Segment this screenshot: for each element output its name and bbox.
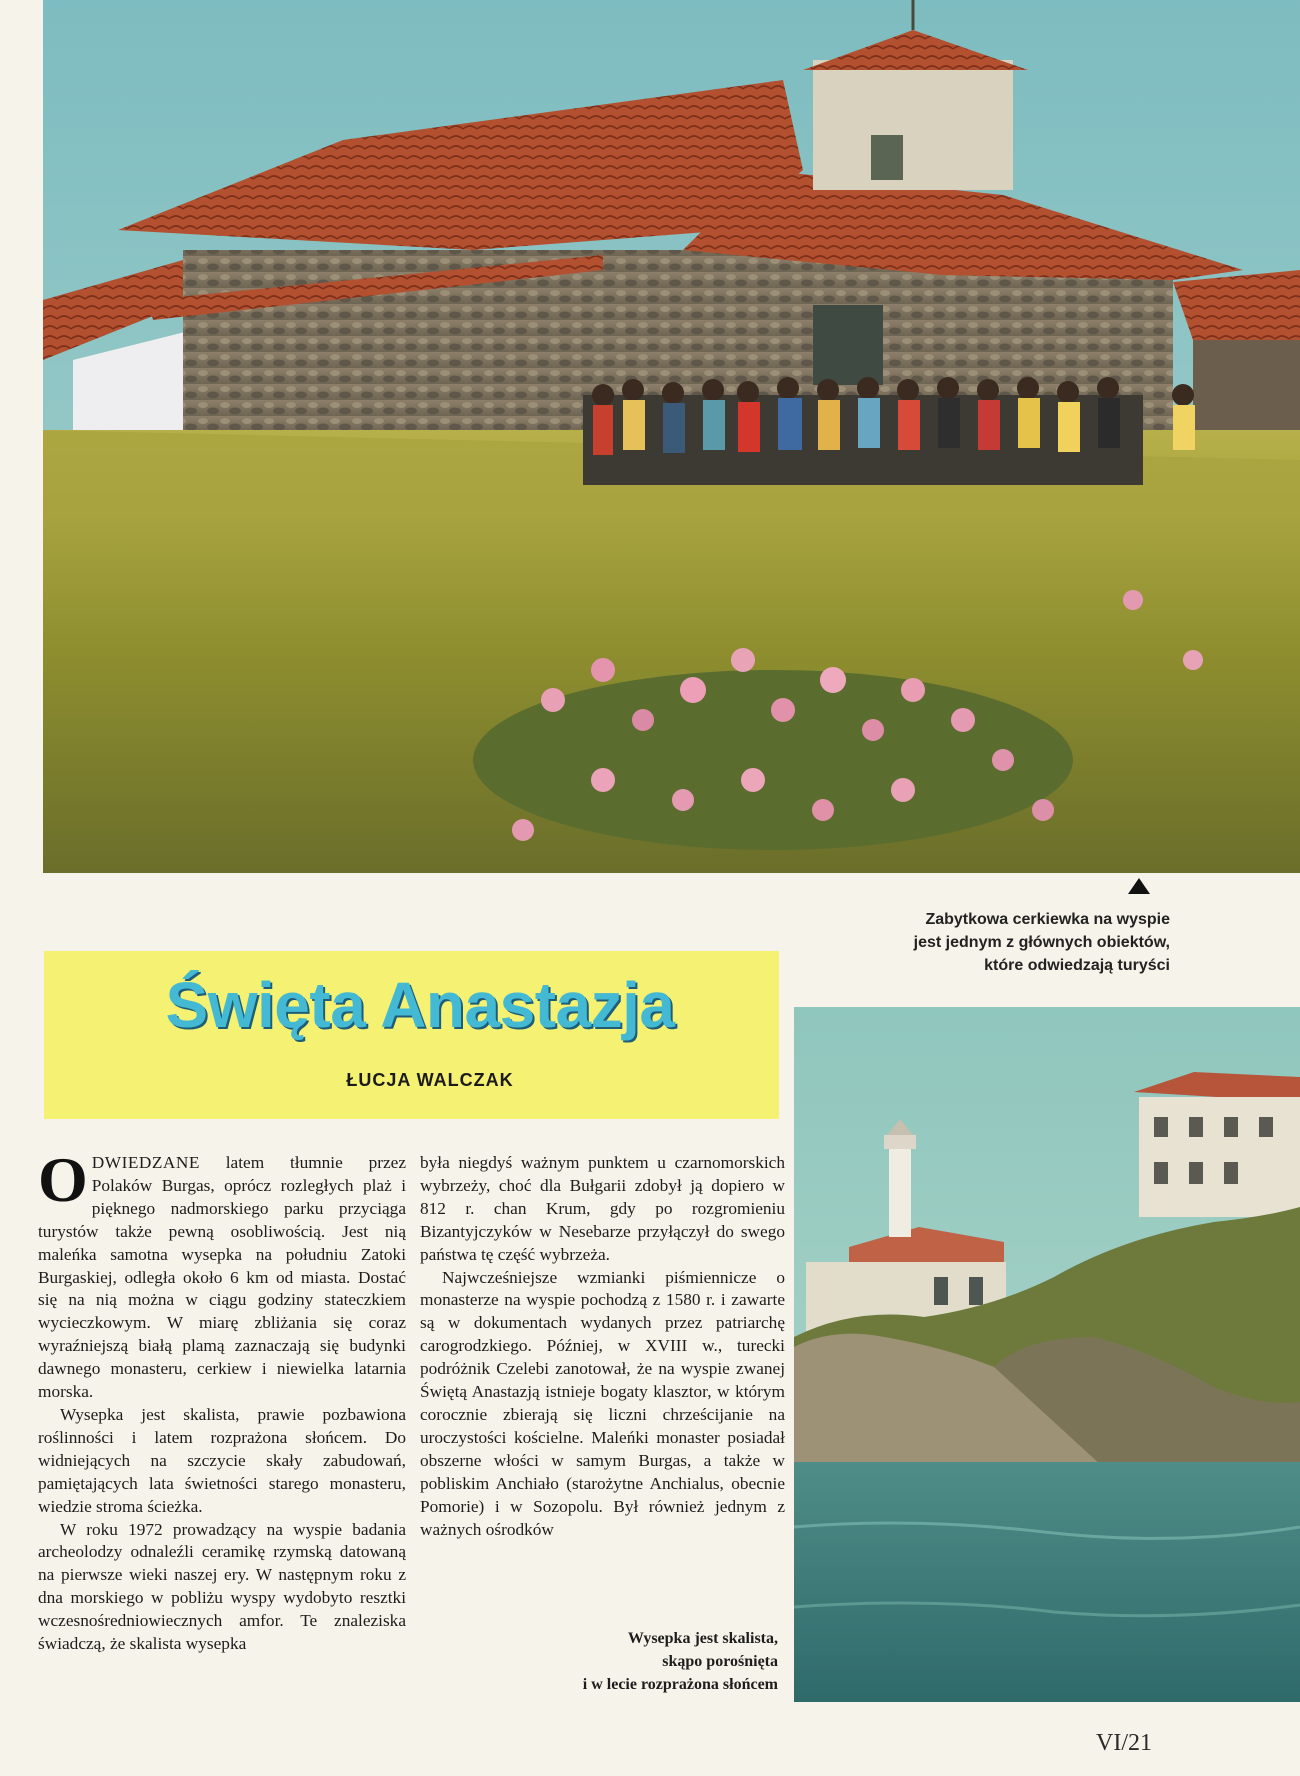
caption-island-line-2: skąpo porośnięta <box>662 1653 778 1670</box>
paragraph: W roku 1972 prowadzący na wyspie badania archeolodzy odnaleźli ceramikę rzymską datowaną na pierwsze wieki naszej ery. W następnym roku z dna morskiego w pobliżu wyspy wydobyto resztki wczesnośredniowiecznych amfor. Te znaleziska świadczą, że skalista wysepka <box>38 1519 406 1654</box>
arrow-up-icon <box>1128 878 1150 894</box>
caption-church <box>760 908 1170 977</box>
caption-island <box>470 1627 778 1696</box>
church-photo <box>43 0 1300 873</box>
paragraph <box>38 1152 406 1404</box>
dome-drum <box>813 60 1013 190</box>
caption-island-line-1: Wysepka jest skalista, <box>627 1630 778 1647</box>
paragraph: Najwcześniejsze wzmianki piśmiennicze o monasterze na wyspie pochodzą z 1580 r. i zawarte są w dokumentach wydanych przez patriarchę carogrodzkiego. Później, w XVIII w., turecki podróżnik Czelebi zanotował, że na wyspie zwanej Świętą Anastazją istnieje bogaty klasztor, w którym corocznie zbierają się liczni chrześcijanie na uroczystości kościelne. Maleńki monaster posiadał obszerne włości w samym Burgas, a także w pobliskim Anchiało (starożytne Anchialus, obecnie Pomorie) i w Sozopolu. Był również jednym z ważnych ośrodków <box>420 1267 785 1539</box>
paragraph: Wysepka jest skalista, prawie pozbawiona roślinności i latem rozprażona słońcem. Do widniejących na szczycie skały zabudowań, pamiętających lata świetności starego monasteru, wiedzie stroma ścieżka. <box>38 1404 406 1516</box>
page-number: VI/21 <box>1096 1730 1152 1756</box>
island-photo <box>794 1007 1300 1702</box>
caption-island-line-3: i w lecie rozprażona słońcem <box>582 1676 778 1693</box>
sea <box>794 1462 1300 1702</box>
first-word: DWIEDZANE <box>91 1153 200 1172</box>
right-roof <box>1173 270 1300 340</box>
paragraph-text: latem tłumnie przez Polaków Burgas, oprócz rozległych plaż i pięknego nadmorskiego parku przyciąga turystów także pewną osobliwością. Jest nią maleńka samotna wysepka na południu Zatoki Burgaskiej, odległa około 6 km od miasta. Dostać się na nią można w ciągu godziny stateczkiem wycieczkowym. W miarę zbliżania się coraz wyraźniejszą białą plamą zaznaczają się budynki dawnego monasteru, cerkiew i niewielka latarnia morska. <box>38 1153 406 1402</box>
caption-church-line-2: jest jednym z głównych obiektów, <box>913 934 1170 951</box>
caption-church-line-3: które odwiedzają turyści <box>984 957 1170 974</box>
dropcap: O <box>38 1152 88 1215</box>
article-column-left <box>38 1152 406 1692</box>
window <box>813 305 883 385</box>
article-title: Święta Anastazja <box>165 969 675 1041</box>
article-column-right <box>420 1152 785 1582</box>
caption-church-line-1: Zabytkowa cerkiewka na wyspie <box>925 911 1170 928</box>
paragraph: była niegdyś ważnym punktem u czarnomorskich wybrzeży, choć dla Bułgarii zdobył ją dopiero w 812 r. chan Krum, gdy po rozgromieniu Bizantyjczyków w Nesebarze przyłączył do swego państwa tę część wybrzeża. <box>420 1153 785 1264</box>
article-author: ŁUCJA WALCZAK <box>346 1070 514 1090</box>
